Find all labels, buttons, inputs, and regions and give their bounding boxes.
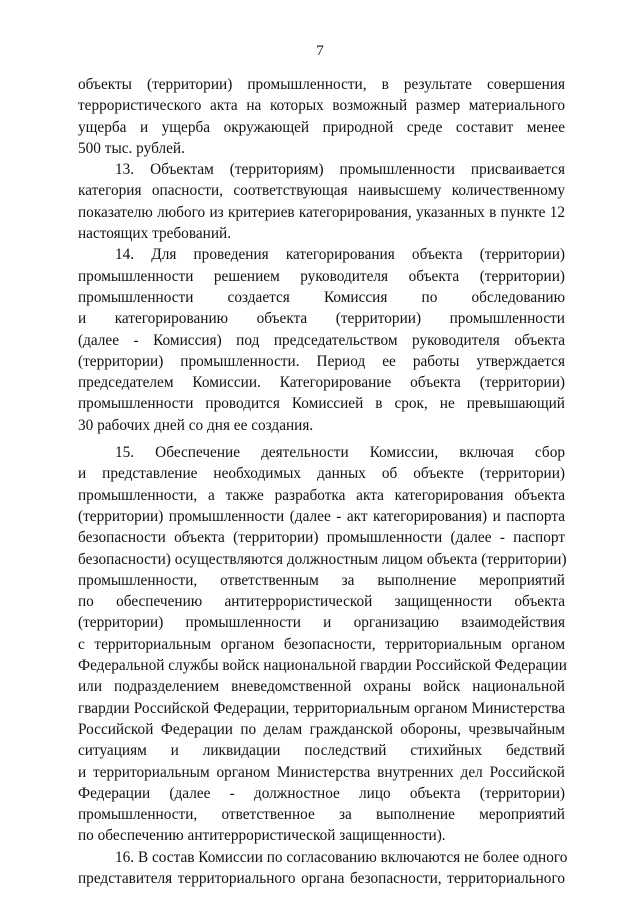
text-line: или подразделением вневедомственной охраны войск национальной	[78, 678, 565, 696]
text-line: с территориальным органом безопасности, территориальным органом	[78, 635, 565, 653]
text-line: 14. Для проведения категорирования объекта (территории)	[115, 246, 565, 264]
text-line: (далее - Комиссия) под председательством руководителя объекта	[78, 331, 565, 349]
text-line: безопасности) осуществляются должностным лицом объекта (территории)	[78, 550, 567, 568]
text-line: 13. Объектам (территориям) промышленности присваивается	[115, 161, 565, 179]
text-line: категория опасности, соответствующая наивысшему количественному	[78, 182, 565, 200]
document-body	[78, 74, 568, 889]
text-line: 15. Обеспечение деятельности Комиссии, включая сбор	[115, 444, 565, 462]
text-line: Российской Федерации по делам гражданской обороны, чрезвычайным	[78, 720, 565, 738]
text-line: и территориальным органом Министерства внутренних дел Российской	[78, 763, 565, 781]
paragraph	[78, 847, 568, 890]
text-line: Федеральной службы войск национальной гвардии Российской Федерации	[78, 657, 567, 675]
paragraph	[78, 74, 565, 159]
text-line: промышленности проводится Комиссией в срок, не превышающий	[78, 395, 565, 413]
paragraph	[78, 442, 565, 847]
paragraph	[78, 244, 565, 436]
text-line: гвардии Российской Федерации, территориальным органом Министерства	[78, 699, 565, 717]
text-line: 30 рабочих дней со дня ее создания.	[78, 416, 314, 434]
text-line: безопасности объекта (территории) промышленности (далее - паспорт	[78, 529, 565, 547]
text-line: промышленности решением руководителя объекта (территории)	[78, 267, 565, 285]
page-number: 7	[316, 43, 324, 59]
text-line: и категорированию объекта (территории) промышленности	[78, 310, 565, 328]
text-line: промышленности создается Комиссия по обследованию	[78, 288, 565, 306]
text-line: ситуациям и ликвидации последствий стихийных бедствий	[78, 742, 565, 760]
text-line: объекты (территории) промышленности, в результате совершения	[78, 76, 565, 93]
text-line: по обеспечению антитеррористической защищенности).	[78, 827, 446, 845]
text-line: по обеспечению антитеррористической защищенности объекта	[78, 593, 565, 611]
text-line: ущерба и ущерба окружающей природной среде составит менее	[78, 118, 565, 136]
text-line: (территории) промышленности (далее - акт категорирования) и паспорта	[78, 507, 565, 525]
text-line: промышленности, ответственное за выполнение мероприятий	[78, 806, 565, 824]
text-line: (территории) промышленности. Период ее работы утверждается	[78, 352, 565, 370]
text-line: промышленности, а также разработка акта категорирования объекта	[78, 486, 565, 504]
text-line: 16. В состав Комиссии по согласованию включаются не более одного	[115, 848, 568, 866]
text-line: (территории) промышленности и организацию взаимодействия	[78, 614, 565, 632]
text-line: показателю любого из критериев категорирования, указанных в пункте 12	[78, 203, 565, 221]
text-line: Федерации (далее - должностное лицо объекта (территории)	[78, 784, 565, 802]
text-line: промышленности, ответственным за выполнение мероприятий	[78, 571, 565, 589]
paragraph	[78, 159, 565, 244]
text-line: председателем Комиссии. Категорирование объекта (территории)	[78, 374, 565, 392]
text-line: 500 тыс. рублей.	[78, 139, 185, 157]
text-line: и представление необходимых данных об объекте (территории)	[78, 465, 565, 483]
text-line: представителя территориального органа безопасности, территориального	[78, 869, 565, 887]
text-line: настоящих требований.	[78, 225, 232, 243]
text-line: террористического акта на которых возможный размер материального	[78, 97, 565, 115]
